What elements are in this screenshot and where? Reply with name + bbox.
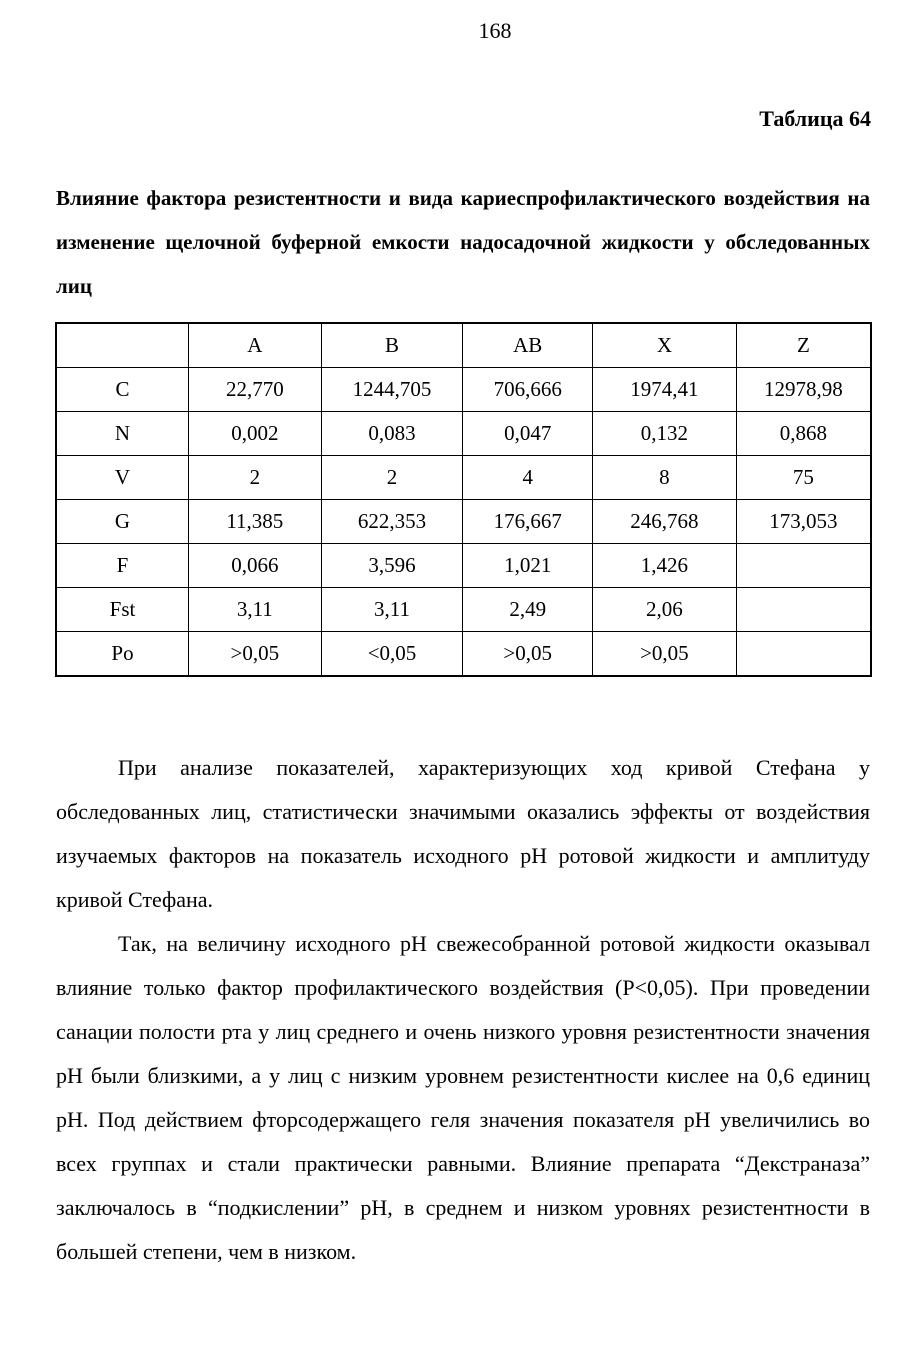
data-table <box>55 322 872 677</box>
table-cell: >0,05 <box>463 632 593 677</box>
table-cell <box>736 588 871 632</box>
table-cell <box>736 632 871 677</box>
table-header-row <box>56 323 871 368</box>
table-cell: 3,11 <box>321 588 463 632</box>
table-cell: <0,05 <box>321 632 463 677</box>
table-cell: 0,132 <box>593 412 737 456</box>
table-cell <box>736 544 871 588</box>
row-label-cell: G <box>56 500 189 544</box>
table-cell: 3,596 <box>321 544 463 588</box>
row-label-cell: F <box>56 544 189 588</box>
table-caption: Влияние фактора резистентности и вида кариеспрофилактического воздействия на изменение щелочной буферной емкости надосадочной жидкости у обследованных лиц <box>56 186 870 298</box>
table-cell: 246,768 <box>593 500 737 544</box>
table-cell: 12978,98 <box>736 368 871 412</box>
table-label: Таблица 64 <box>759 106 871 131</box>
row-label-cell: Po <box>56 632 189 677</box>
table-cell: 2,06 <box>593 588 737 632</box>
table-cell: 75 <box>736 456 871 500</box>
table-cell: 0,002 <box>189 412 322 456</box>
header-cell: X <box>593 323 737 368</box>
table-cell: 4 <box>463 456 593 500</box>
table-cell: >0,05 <box>593 632 737 677</box>
table-row <box>56 500 871 544</box>
header-cell: B <box>321 323 463 368</box>
table-cell: 173,053 <box>736 500 871 544</box>
header-cell <box>56 323 189 368</box>
table-cell: 0,083 <box>321 412 463 456</box>
table-cell: 706,666 <box>463 368 593 412</box>
row-label-cell: Fst <box>56 588 189 632</box>
table-cell: >0,05 <box>189 632 322 677</box>
table-cell: 8 <box>593 456 737 500</box>
table-cell: 22,770 <box>189 368 322 412</box>
header-cell: A <box>189 323 322 368</box>
table-cell: 0,066 <box>189 544 322 588</box>
paragraph: При анализе показателей, характеризующих ход кривой Стефана у обследованных лиц, статистически значимыми оказались эффекты от воздействия изучаемых факторов на показатель исходного рН ротовой жидкости и амплитуду кривой Стефана. <box>56 755 870 912</box>
table-row <box>56 588 871 632</box>
table-cell: 0,047 <box>463 412 593 456</box>
table-cell: 1974,41 <box>593 368 737 412</box>
table-cell: 11,385 <box>189 500 322 544</box>
paragraph: Так, на величину исходного рН свежесобранной ротовой жидкости оказывал влияние только фактор профилактического воздействия (Р<0,05). При проведении санации полости рта у лиц среднего и очень низкого уровня резистентности значения рН были близкими, а у лиц с низким уровнем резистентности кислее на 0,6 единиц рН. Под действием фторсодержащего геля значения показателя рН увеличились во всех группах и стали практически равными. Влияние препарата “Декстраназа” заключалось в “подкислении” рН, в среднем и низком уровнях резистентности в большей степени, чем в низком. <box>56 931 870 1264</box>
row-label-cell: N <box>56 412 189 456</box>
table-cell: 1,021 <box>463 544 593 588</box>
table-cell: 2,49 <box>463 588 593 632</box>
table-cell: 2 <box>189 456 322 500</box>
table-row <box>56 412 871 456</box>
table-cell: 2 <box>321 456 463 500</box>
table-cell: 176,667 <box>463 500 593 544</box>
row-label-cell: C <box>56 368 189 412</box>
table-row <box>56 456 871 500</box>
table-row <box>56 632 871 677</box>
body-text <box>56 746 870 1274</box>
table-row <box>56 544 871 588</box>
table-cell: 1244,705 <box>321 368 463 412</box>
table-cell: 0,868 <box>736 412 871 456</box>
header-cell: AB <box>463 323 593 368</box>
page-number: 168 <box>478 18 512 43</box>
table-cell: 622,353 <box>321 500 463 544</box>
header-cell: Z <box>736 323 871 368</box>
table-cell: 1,426 <box>593 544 737 588</box>
row-label-cell: V <box>56 456 189 500</box>
table-cell: 3,11 <box>189 588 322 632</box>
table-row <box>56 368 871 412</box>
